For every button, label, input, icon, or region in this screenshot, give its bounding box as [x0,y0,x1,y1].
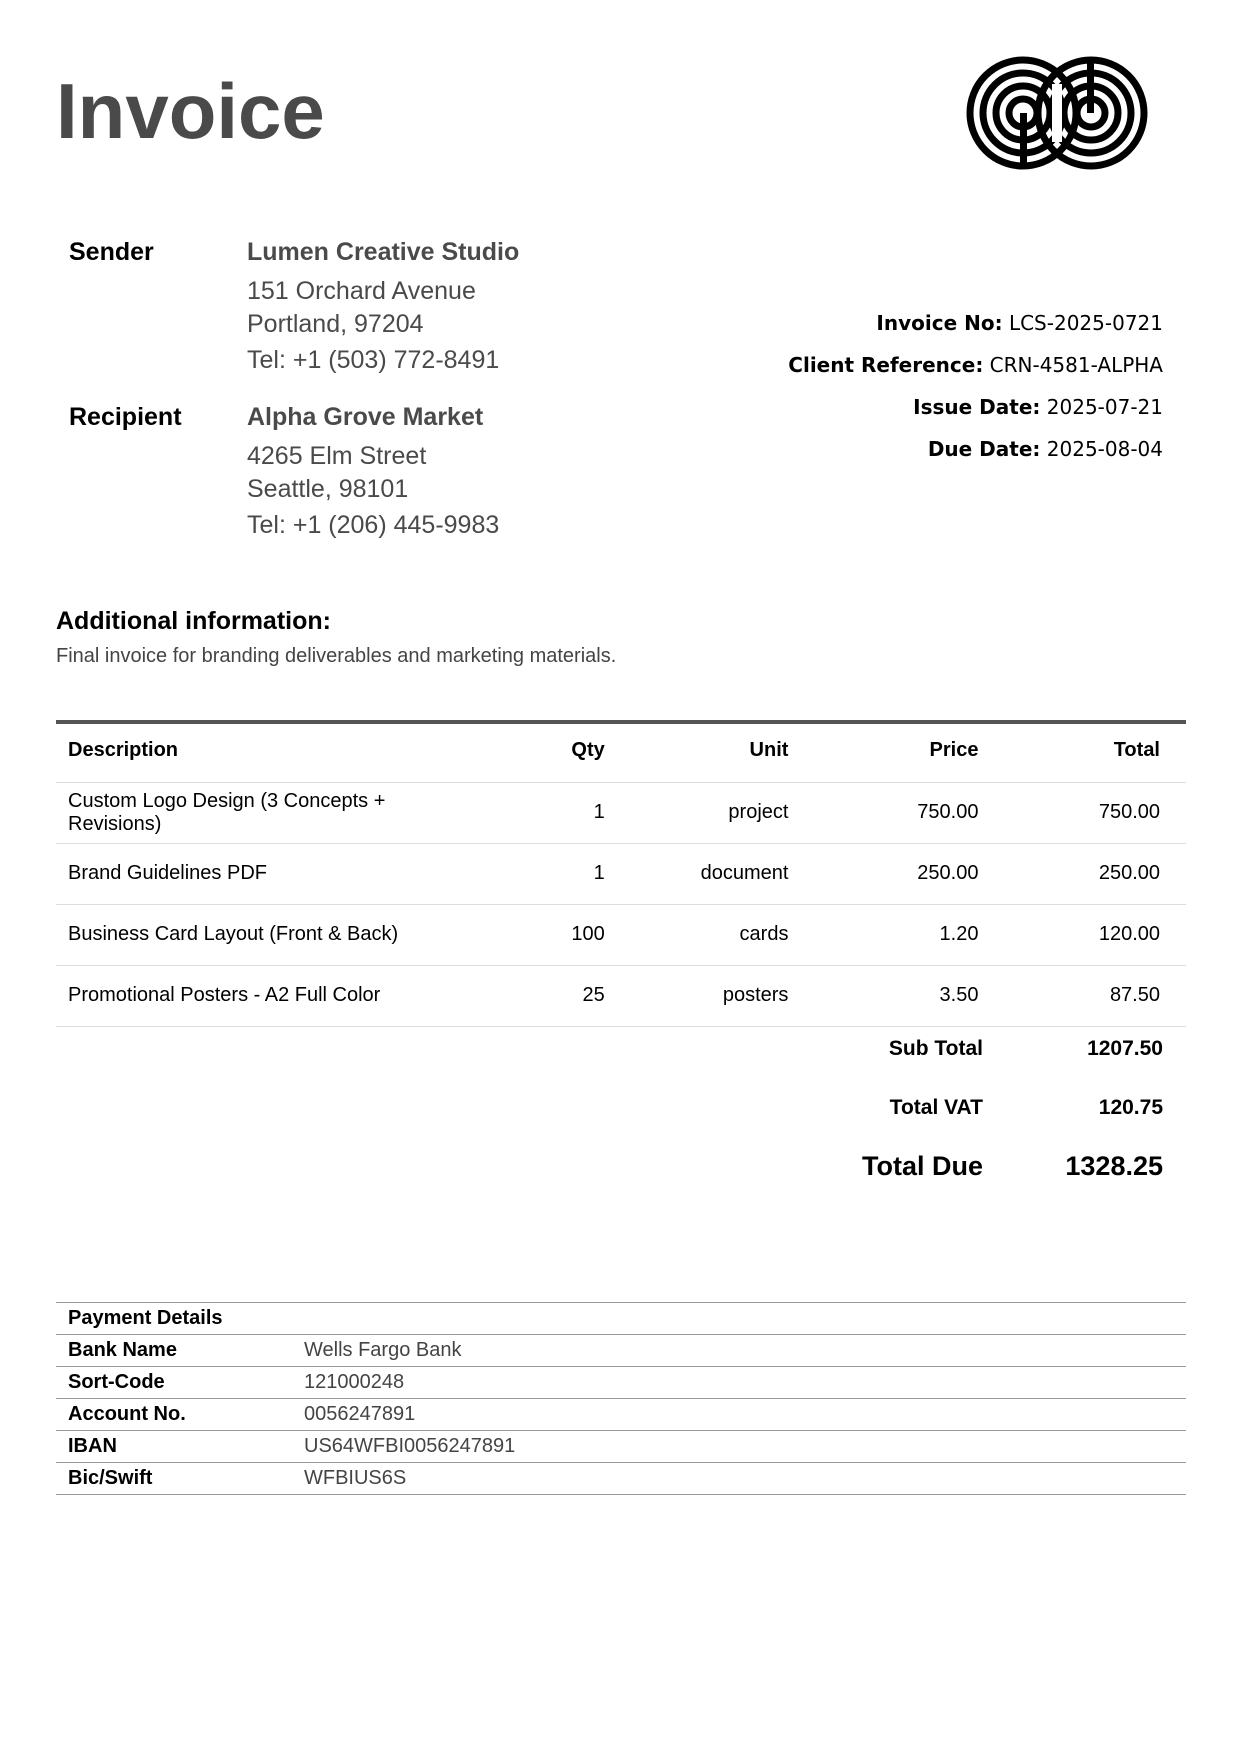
additional-info-text: Final invoice for branding deliverables and marketing materials. [56,645,617,667]
due-date [663,437,1163,461]
item-total: 750.00 [990,782,1186,843]
item-description: Business Card Layout (Front & Back) [56,904,494,965]
pd-concentric-logo-icon [966,54,1148,172]
client-reference-value: CRN-4581-ALPHA [989,353,1163,377]
sender-address-line2: Portland, 97204 [247,310,424,338]
header-total: Total [990,720,1186,782]
invoice-number-value: LCS-2025-0721 [1008,311,1163,335]
item-description: Custom Logo Design (3 Concepts + Revisions) [56,782,494,843]
due-date-label: Due Date: [927,437,1041,461]
item-total: 250.00 [990,843,1186,904]
payment-details-title: Payment Details [56,1303,1186,1335]
table-row [56,1399,1186,1431]
payment-details-table [56,1302,1186,1495]
bic-swift-value: WFBIUS6S [292,1463,1186,1495]
issue-date-value: 2025-07-21 [1046,395,1163,419]
item-qty: 100 [494,904,617,965]
sender-name: Lumen Creative Studio [247,238,520,266]
account-no-value: 0056247891 [292,1399,1186,1431]
due-date-value: 2025-08-04 [1046,437,1163,461]
additional-info-title: Additional information: [56,607,331,635]
item-qty: 1 [494,782,617,843]
header-unit: Unit [617,720,801,782]
item-price: 1.20 [800,904,990,965]
invoice-title: Invoice [56,67,325,155]
item-description: Brand Guidelines PDF [56,843,494,904]
table-row [56,1367,1186,1399]
table-row [56,843,1186,904]
recipient-phone: Tel: +1 (206) 445-9983 [247,511,500,539]
invoice-number [663,311,1163,335]
bic-swift-label: Bic/Swift [56,1463,292,1495]
item-qty: 1 [494,843,617,904]
table-row [56,1335,1186,1367]
issue-date [663,395,1163,419]
item-price: 750.00 [800,782,990,843]
sender-address-line1: 151 Orchard Avenue [247,277,476,305]
item-unit: document [617,843,801,904]
recipient-name: Alpha Grove Market [247,403,484,431]
bank-name-value: Wells Fargo Bank [292,1335,1186,1367]
iban-value: US64WFBI0056247891 [292,1431,1186,1463]
item-unit: posters [617,965,801,1026]
subtotal-value: 1207.50 [1087,1037,1163,1060]
item-price: 250.00 [800,843,990,904]
line-items-table [56,720,1186,1027]
subtotal-label: Sub Total [888,1037,983,1060]
header-price: Price [800,720,990,782]
issue-date-label: Issue Date: [913,395,1041,419]
table-row [56,904,1186,965]
table-header-row [56,720,1186,782]
sort-code-value: 121000248 [292,1367,1186,1399]
header-qty: Qty [494,720,617,782]
invoice-number-label: Invoice No: [876,311,1003,335]
account-no-label: Account No. [56,1399,292,1431]
header-description: Description [56,720,494,782]
item-unit: project [617,782,801,843]
client-reference [663,353,1163,377]
vat-value: 120.75 [1098,1096,1163,1119]
item-unit: cards [617,904,801,965]
item-total: 120.00 [990,904,1186,965]
vat-label: Total VAT [889,1096,983,1119]
client-reference-label: Client Reference: [788,353,984,377]
recipient-address-line1: 4265 Elm Street [247,442,427,470]
item-qty: 25 [494,965,617,1026]
bank-name-label: Bank Name [56,1335,292,1367]
table-row [56,1463,1186,1495]
sender-label: Sender [69,238,154,266]
recipient-label: Recipient [69,403,182,431]
total-due-value: 1328.25 [1065,1151,1163,1181]
item-price: 3.50 [800,965,990,1026]
sort-code-label: Sort-Code [56,1367,292,1399]
total-due-label: Total Due [862,1151,983,1181]
table-row [56,782,1186,843]
payment-title-row [56,1303,1186,1335]
table-row [56,965,1186,1026]
sender-phone: Tel: +1 (503) 772-8491 [247,346,500,374]
recipient-address-line2: Seattle, 98101 [247,475,409,503]
iban-label: IBAN [56,1431,292,1463]
table-row [56,1431,1186,1463]
item-description: Promotional Posters - A2 Full Color [56,965,494,1026]
item-total: 87.50 [990,965,1186,1026]
